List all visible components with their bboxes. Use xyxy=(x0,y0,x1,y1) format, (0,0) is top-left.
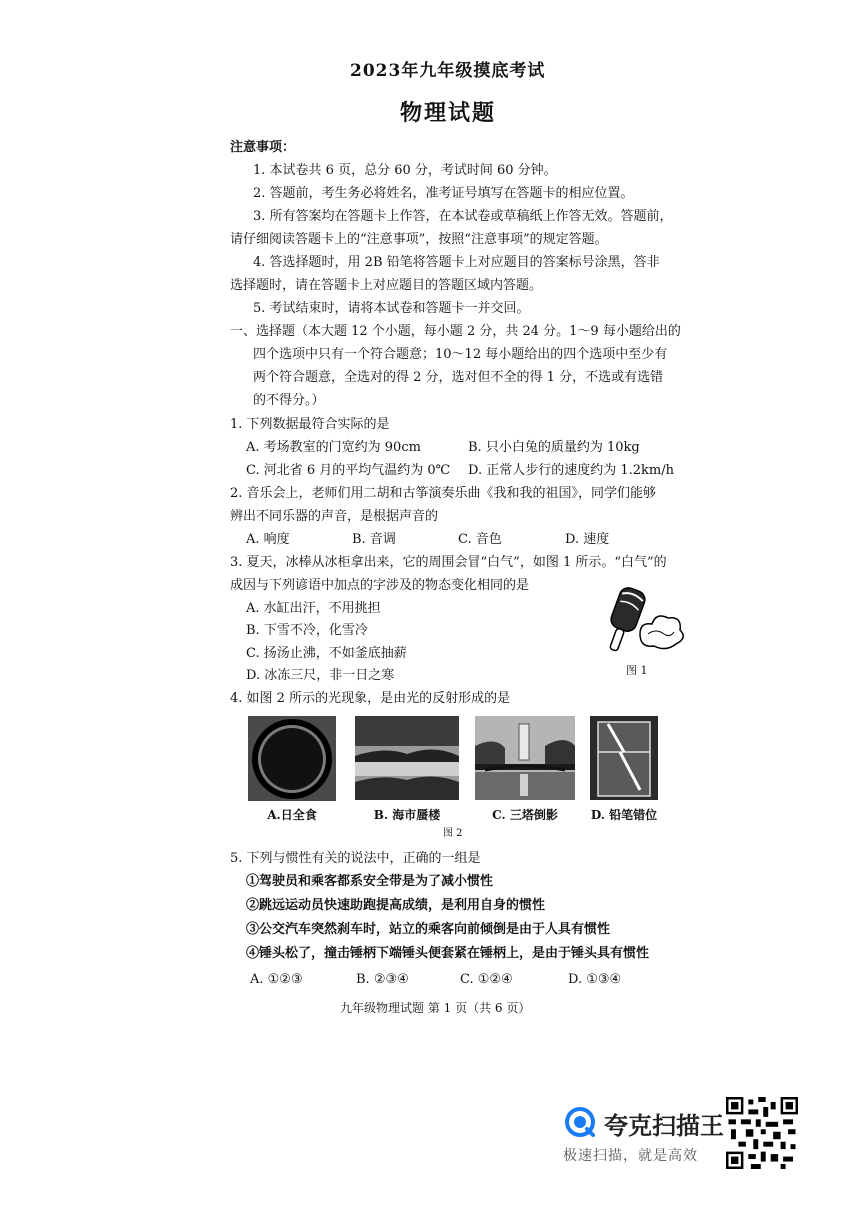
q2-option-d: D. 速度 xyxy=(565,532,610,547)
figure2-caption-d: D. 铅笔错位 xyxy=(590,808,658,822)
figure2-caption: 图 2 xyxy=(443,828,463,839)
q5-option-a: A. ①②③ xyxy=(250,972,303,987)
exam-title: 物理试题 xyxy=(400,100,497,126)
q3-option-a: A. 水缸出汗，不用挑担 xyxy=(246,601,381,616)
figure2-caption-b: B. 海市蜃楼 xyxy=(373,808,441,822)
figure2-caption-c: C. 三塔倒影 xyxy=(492,808,558,822)
q1-option-b: B. 只小白兔的质量约为 10kg xyxy=(468,440,640,455)
popsicle-figure xyxy=(596,582,688,654)
q2-option-a: A. 响度 xyxy=(246,532,290,547)
figure1-caption: 图 1 xyxy=(626,664,648,677)
notice-line-5: 5. 考试结束时，请将本试卷和答题卡一并交回。 xyxy=(253,301,530,316)
q4-stem: 4. 如图 2 所示的光现象，是由光的反射形成的是 xyxy=(230,691,511,706)
section1-line-1: 一、选择题（本大题 12 个小题，每小题 2 分，共 24 分。1～9 每小题给出的 xyxy=(230,324,681,339)
q2-option-c: C. 音色 xyxy=(458,532,502,547)
q3-line-2: 成因与下列谚语中加点的字涉及的物态变化相同的是 xyxy=(230,578,530,593)
q5-option-d: D. ①③④ xyxy=(568,972,622,987)
q5-item-2: ②跳远运动员快速助跑提高成绩，是利用自身的惯性 xyxy=(246,898,546,913)
q3-option-b: B. 下雪不冷，化雪冷 xyxy=(246,623,368,638)
notice-line-1: 1. 本试卷共 6 页，总分 60 分，考试时间 60 分钟。 xyxy=(253,163,557,178)
section1-line-4: 的不得分。） xyxy=(253,393,325,408)
q1-option-d: D. 正常人步行的速度约为 1.2km/h xyxy=(468,463,674,478)
q5-item-1: ①驾驶员和乘客都系安全带是为了减小惯性 xyxy=(246,874,494,889)
q2-line-2: 辨出不同乐器的声音，是根据声音的 xyxy=(230,509,439,524)
q2-line-1: 2. 音乐会上，老师们用二胡和古筝演奏乐曲《我和我的祖国》，同学们能够 xyxy=(230,486,657,501)
watermark-brand-name: 夸克扫描王 xyxy=(604,1112,724,1140)
q5-item-4: ④锤头松了，撞击锤柄下端锤头便套紧在锤柄上，是由于锤头具有惯性 xyxy=(246,946,650,961)
watermark-slogan: 极速扫描，就是高效 xyxy=(563,1148,698,1164)
eclipse-photo xyxy=(248,716,336,801)
pagoda-reflection-photo xyxy=(475,716,575,800)
notice-line-2: 2. 答题前，考生务必将姓名，准考证号填写在答题卡的相应位置。 xyxy=(253,186,634,201)
q3-option-d: D. 冰冻三尺，非一日之寒 xyxy=(246,668,395,683)
notice-line-3: 3. 所有答案均在答题卡上作答，在本试卷或草稿纸上作答无效。答题前， xyxy=(253,209,673,224)
qr-code-icon xyxy=(726,1097,798,1169)
q2-option-b: B. 音调 xyxy=(352,532,396,547)
q5-item-3: ③公交汽车突然刹车时，站立的乘客向前倾倒是由于人具有惯性 xyxy=(246,922,611,937)
q3-option-c: C. 扬汤止沸，不如釜底抽薪 xyxy=(246,646,407,661)
q3-line-1: 3. 夏天，冰棒从冰柜拿出来，它的周围会冒“白气”，如图 1 所示。“白气”的 xyxy=(230,555,667,570)
quark-logo-icon xyxy=(565,1107,595,1137)
notice-line-3b: 请仔细阅读答题卡上的“注意事项”，按照“注意事项”的规定答题。 xyxy=(230,232,608,247)
section1-line-2: 四个选项中只有一个符合题意；10～12 每小题给出的四个选项中至少有 xyxy=(253,347,668,362)
mirage-photo xyxy=(355,716,459,800)
notice-line-4: 4. 答选择题时，用 2B 铅笔将答题卡上对应题目的答案标号涂黑，答非 xyxy=(253,255,660,270)
exam-subtitle: 2023年九年级摸底考试 xyxy=(350,61,546,81)
q1-option-c: C. 河北省 6 月的平均气温约为 0℃ xyxy=(246,463,451,478)
q5-stem: 5. 下列与惯性有关的说法中，正确的一组是 xyxy=(230,851,481,866)
q1-option-a: A. 考场教室的门宽约为 90cm xyxy=(246,440,421,455)
q1-stem: 1. 下列数据最符合实际的是 xyxy=(230,417,390,432)
figure2-caption-a: A.日全食 xyxy=(267,808,317,822)
q5-option-b: B. ②③④ xyxy=(356,972,409,987)
notice-heading: 注意事项： xyxy=(230,140,296,155)
pencil-refraction-photo xyxy=(590,716,658,800)
notice-line-4b: 选择题时，请在答题卡上对应题目的答题区域内答题。 xyxy=(230,278,543,293)
section1-line-3: 两个符合题意，全选对的得 2 分，选对但不全的得 1 分，不选或有选错 xyxy=(253,370,664,385)
q5-option-c: C. ①②④ xyxy=(460,972,513,987)
page-footer: 九年级物理试题 第 1 页（共 6 页） xyxy=(340,1001,531,1015)
